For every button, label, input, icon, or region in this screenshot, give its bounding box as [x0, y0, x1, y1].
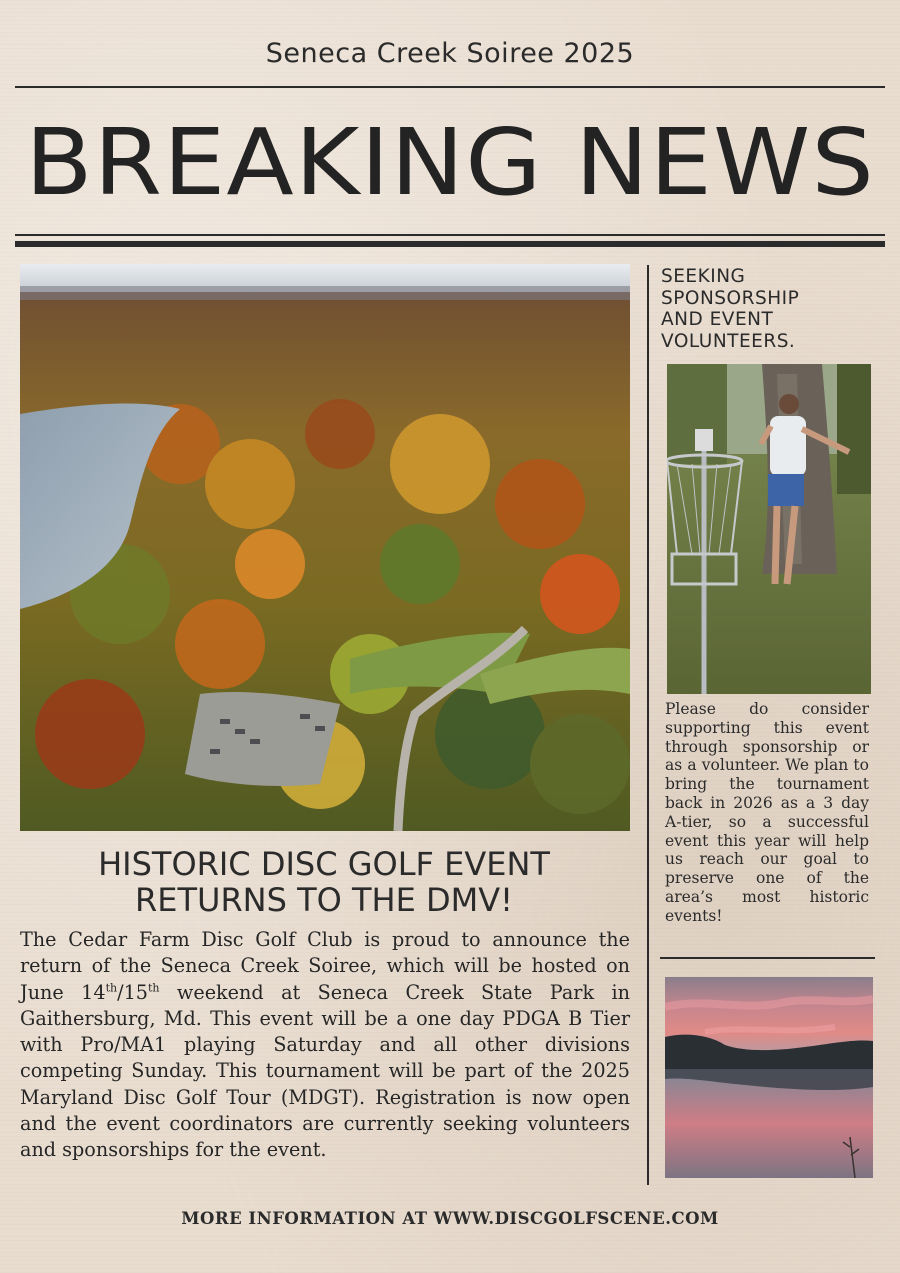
ordinal-suffix-1: th: [105, 981, 118, 995]
disc-golf-player-photo: [667, 364, 871, 694]
column-divider: [647, 265, 649, 1185]
article-title-line1: HISTORIC DISC GOLF EVENT: [98, 845, 550, 883]
headline: BREAKING NEWS: [25, 109, 875, 216]
article-body-part2: /15: [117, 980, 148, 1004]
article-body-part1: The Cedar Farm Disc Golf Club is proud to announce the return of the Seneca Creek Soiree, which will be hosted on June 14: [20, 928, 630, 1004]
event-title: Seneca Creek Soiree 2025: [265, 38, 635, 69]
article-body-part3: weekend at Seneca Creek State Park in Gaithersburg, Md. This event will be a one day PDGA B Tier with Pro/MA1 playing Saturday and all other divisions competing Sunday. This tournament will be part of the 2025 Maryland Disc Golf Tour (MDGT). Registration is now open and the event coordinators are currently seeking volunteers and sponsorships for the event.: [20, 980, 630, 1162]
seeking-line2: SPONSORSHIP: [661, 287, 800, 309]
article-title-line2: RETURNS TO THE DMV!: [135, 881, 513, 919]
header-divider: [15, 86, 885, 88]
more-info-footer: MORE INFORMATION AT WWW.DISCGOLFSCENE.COM: [181, 1209, 719, 1228]
seeking-line3: AND EVENT: [661, 309, 774, 330]
aerial-park-photo: [20, 264, 630, 831]
sidebar-divider: [660, 957, 875, 959]
article-body: [20, 927, 630, 1164]
article-title: [20, 846, 628, 918]
seeking-sponsorship-heading: [661, 266, 881, 352]
headline-divider-thin: [15, 234, 885, 236]
sidebar-body: Please do consider supporting this event through sponsorship or as a volunteer. We plan to bring the tournament back in 2026 as a 3 day A-tier, so a successful event this year will help us reach our goal to preserve one of the area’s most historic events!: [665, 700, 869, 925]
seeking-line1: SEEKING: [661, 266, 746, 287]
sunset-lake-photo: [665, 977, 873, 1178]
headline-divider-thick: [15, 241, 885, 247]
ordinal-suffix-2: th: [148, 981, 160, 995]
seeking-line4: VOLUNTEERS.: [661, 330, 796, 352]
